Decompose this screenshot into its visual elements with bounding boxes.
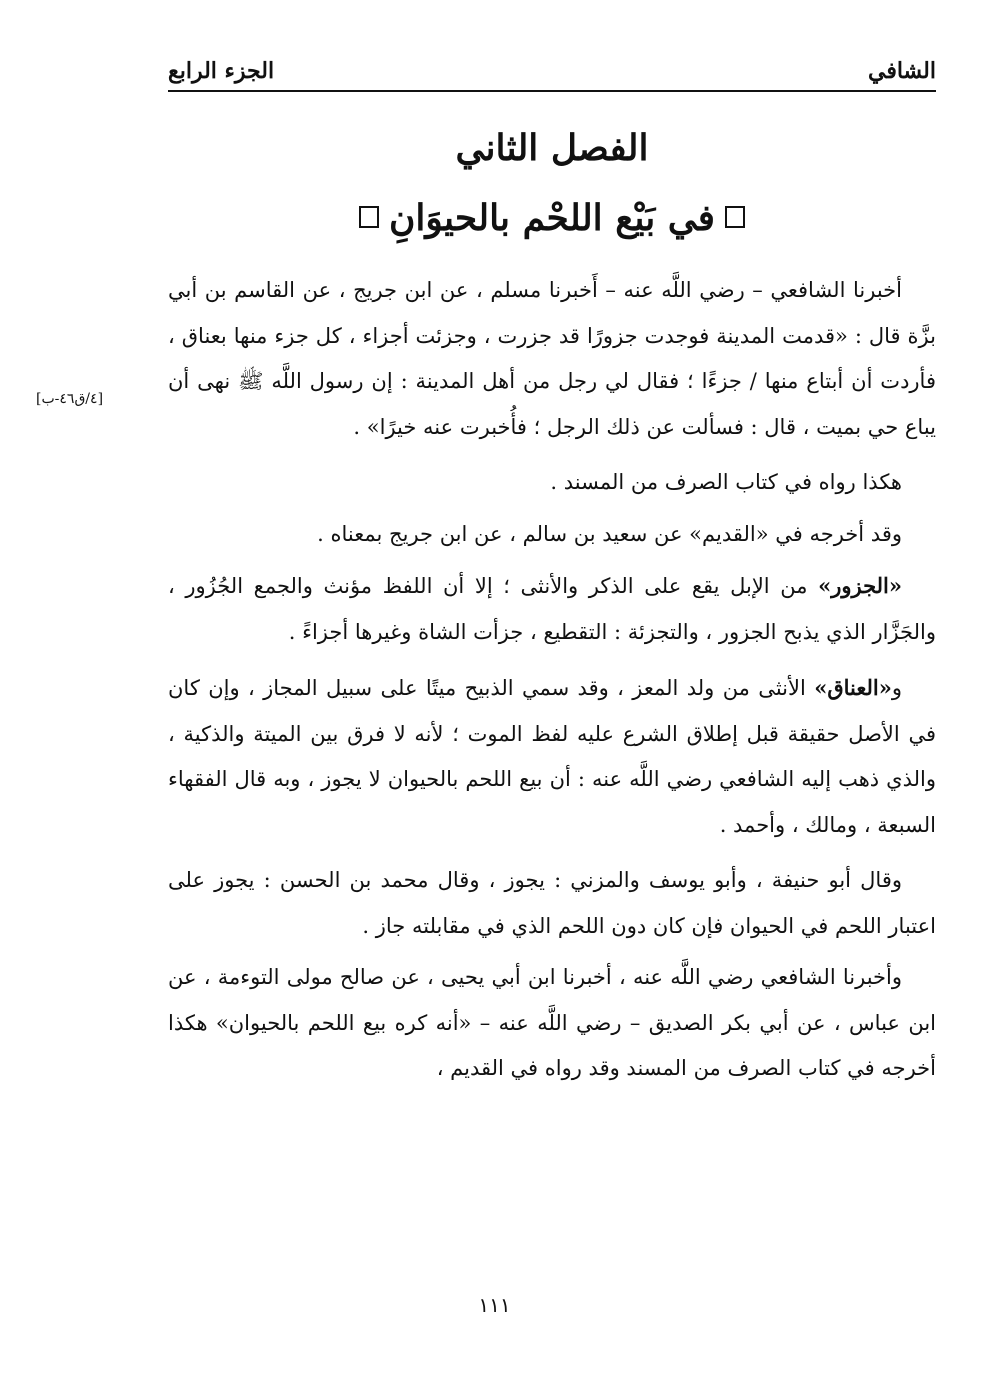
section-title bbox=[168, 186, 936, 250]
paragraph-qadim-note: وقد أخرجه في «القديم» عن سعيد بن سالم ، عن ابن جريج بمعناه . bbox=[317, 521, 902, 546]
term-anaq: «العناق» bbox=[814, 675, 892, 700]
paragraph-hadith-2: وأخبرنا الشافعي رضي اللَّه عنه ، أخبرنا ابن أبي يحيى ، عن صالح مولى التوءمة ، عن ابن عباس ، عن أبي بكر الصديق – رضي اللَّه عنه – «أنه كره بيع اللحم بالحيوان» هكذا أخرجه في كتاب الصرف من المسند وقد رواه في القديم ، bbox=[168, 965, 936, 1080]
running-header bbox=[168, 50, 936, 92]
term-jazur: «الجزور» bbox=[818, 573, 902, 598]
chapter-title: الفصل الثاني bbox=[455, 127, 649, 169]
paragraph-hanafi-view: وقال أبو حنيفة ، وأبو يوسف والمزني : يجوز ، وقال محمد بن الحسن : يجوز على اعتبار اللحم في الحيوان فإن كان دون اللحم الذي في مقابلته جاز . bbox=[168, 868, 936, 938]
paragraph-jazur-text: من الإبل يقع على الذكر والأنثى ؛ إلا أن اللفظ مؤنث والجمع الجُزُور ، والجَزَّار الذي يذبح الجزور ، والتجزئة : التقطيع ، جزأت الشاة وغيرها أجزاءً . bbox=[168, 574, 936, 644]
header-rule bbox=[168, 90, 936, 92]
page-number: ١١١ bbox=[478, 1293, 511, 1317]
paragraph-anaq-text: الأنثى من ولد المعز ، وقد سمي الذبيح ميتًا على سبيل المجاز ، وإن كان في الأصل حقيقة قبل إطلاق الشرع عليه لفظ الموت ؛ لأنه لا فرق بين الميتة والذكية ، والذي ذهب إليه الشافعي رضي اللَّه عنه : أن بيع اللحم بالحيوان لا يجوز ، وبه قال الفقهاء السبعة ، ومالك ، وأحمد . bbox=[168, 676, 936, 837]
manuscript-folio-note: [٤/ق٤٦-ب] bbox=[36, 391, 104, 407]
term-anaq-prefix: و bbox=[891, 676, 902, 700]
paragraph-hadith-1: أخبرنا الشافعي – رضي اللَّه عنه – أَخبرنا مسلم ، عن ابن جريج ، عن القاسم بن أبي بزَّة قال : «قدمت المدينة فوجدت جزورًا قد جزرت ، وجزئت أجزاء ، كل جزء منها بعناق ، فأردت أن أبتاع منها / جزءًا ؛ فقال لي رجل من أهل المدينة : إن رسول اللَّه ﷺ نهى أن يباع حي بميت ، قال : فسألت عن ذلك الرجل ؛ فأُخبرت عنه خيرًا» . bbox=[168, 278, 936, 439]
volume-header: الجزء الرابع bbox=[168, 58, 275, 84]
paragraph-jazur-definition bbox=[168, 563, 936, 655]
body-text bbox=[168, 268, 936, 1102]
paragraph-source-note: هكذا رواه في كتاب الصرف من المسند . bbox=[550, 470, 902, 494]
paragraph-anaq-definition bbox=[168, 665, 936, 848]
book-title-header: الشافي bbox=[868, 58, 936, 84]
section-title-text: في بَيْع اللحْم بالحيوَانِ bbox=[388, 197, 716, 239]
square-ornament-left-icon bbox=[359, 206, 379, 228]
square-ornament-right-icon bbox=[725, 206, 745, 228]
